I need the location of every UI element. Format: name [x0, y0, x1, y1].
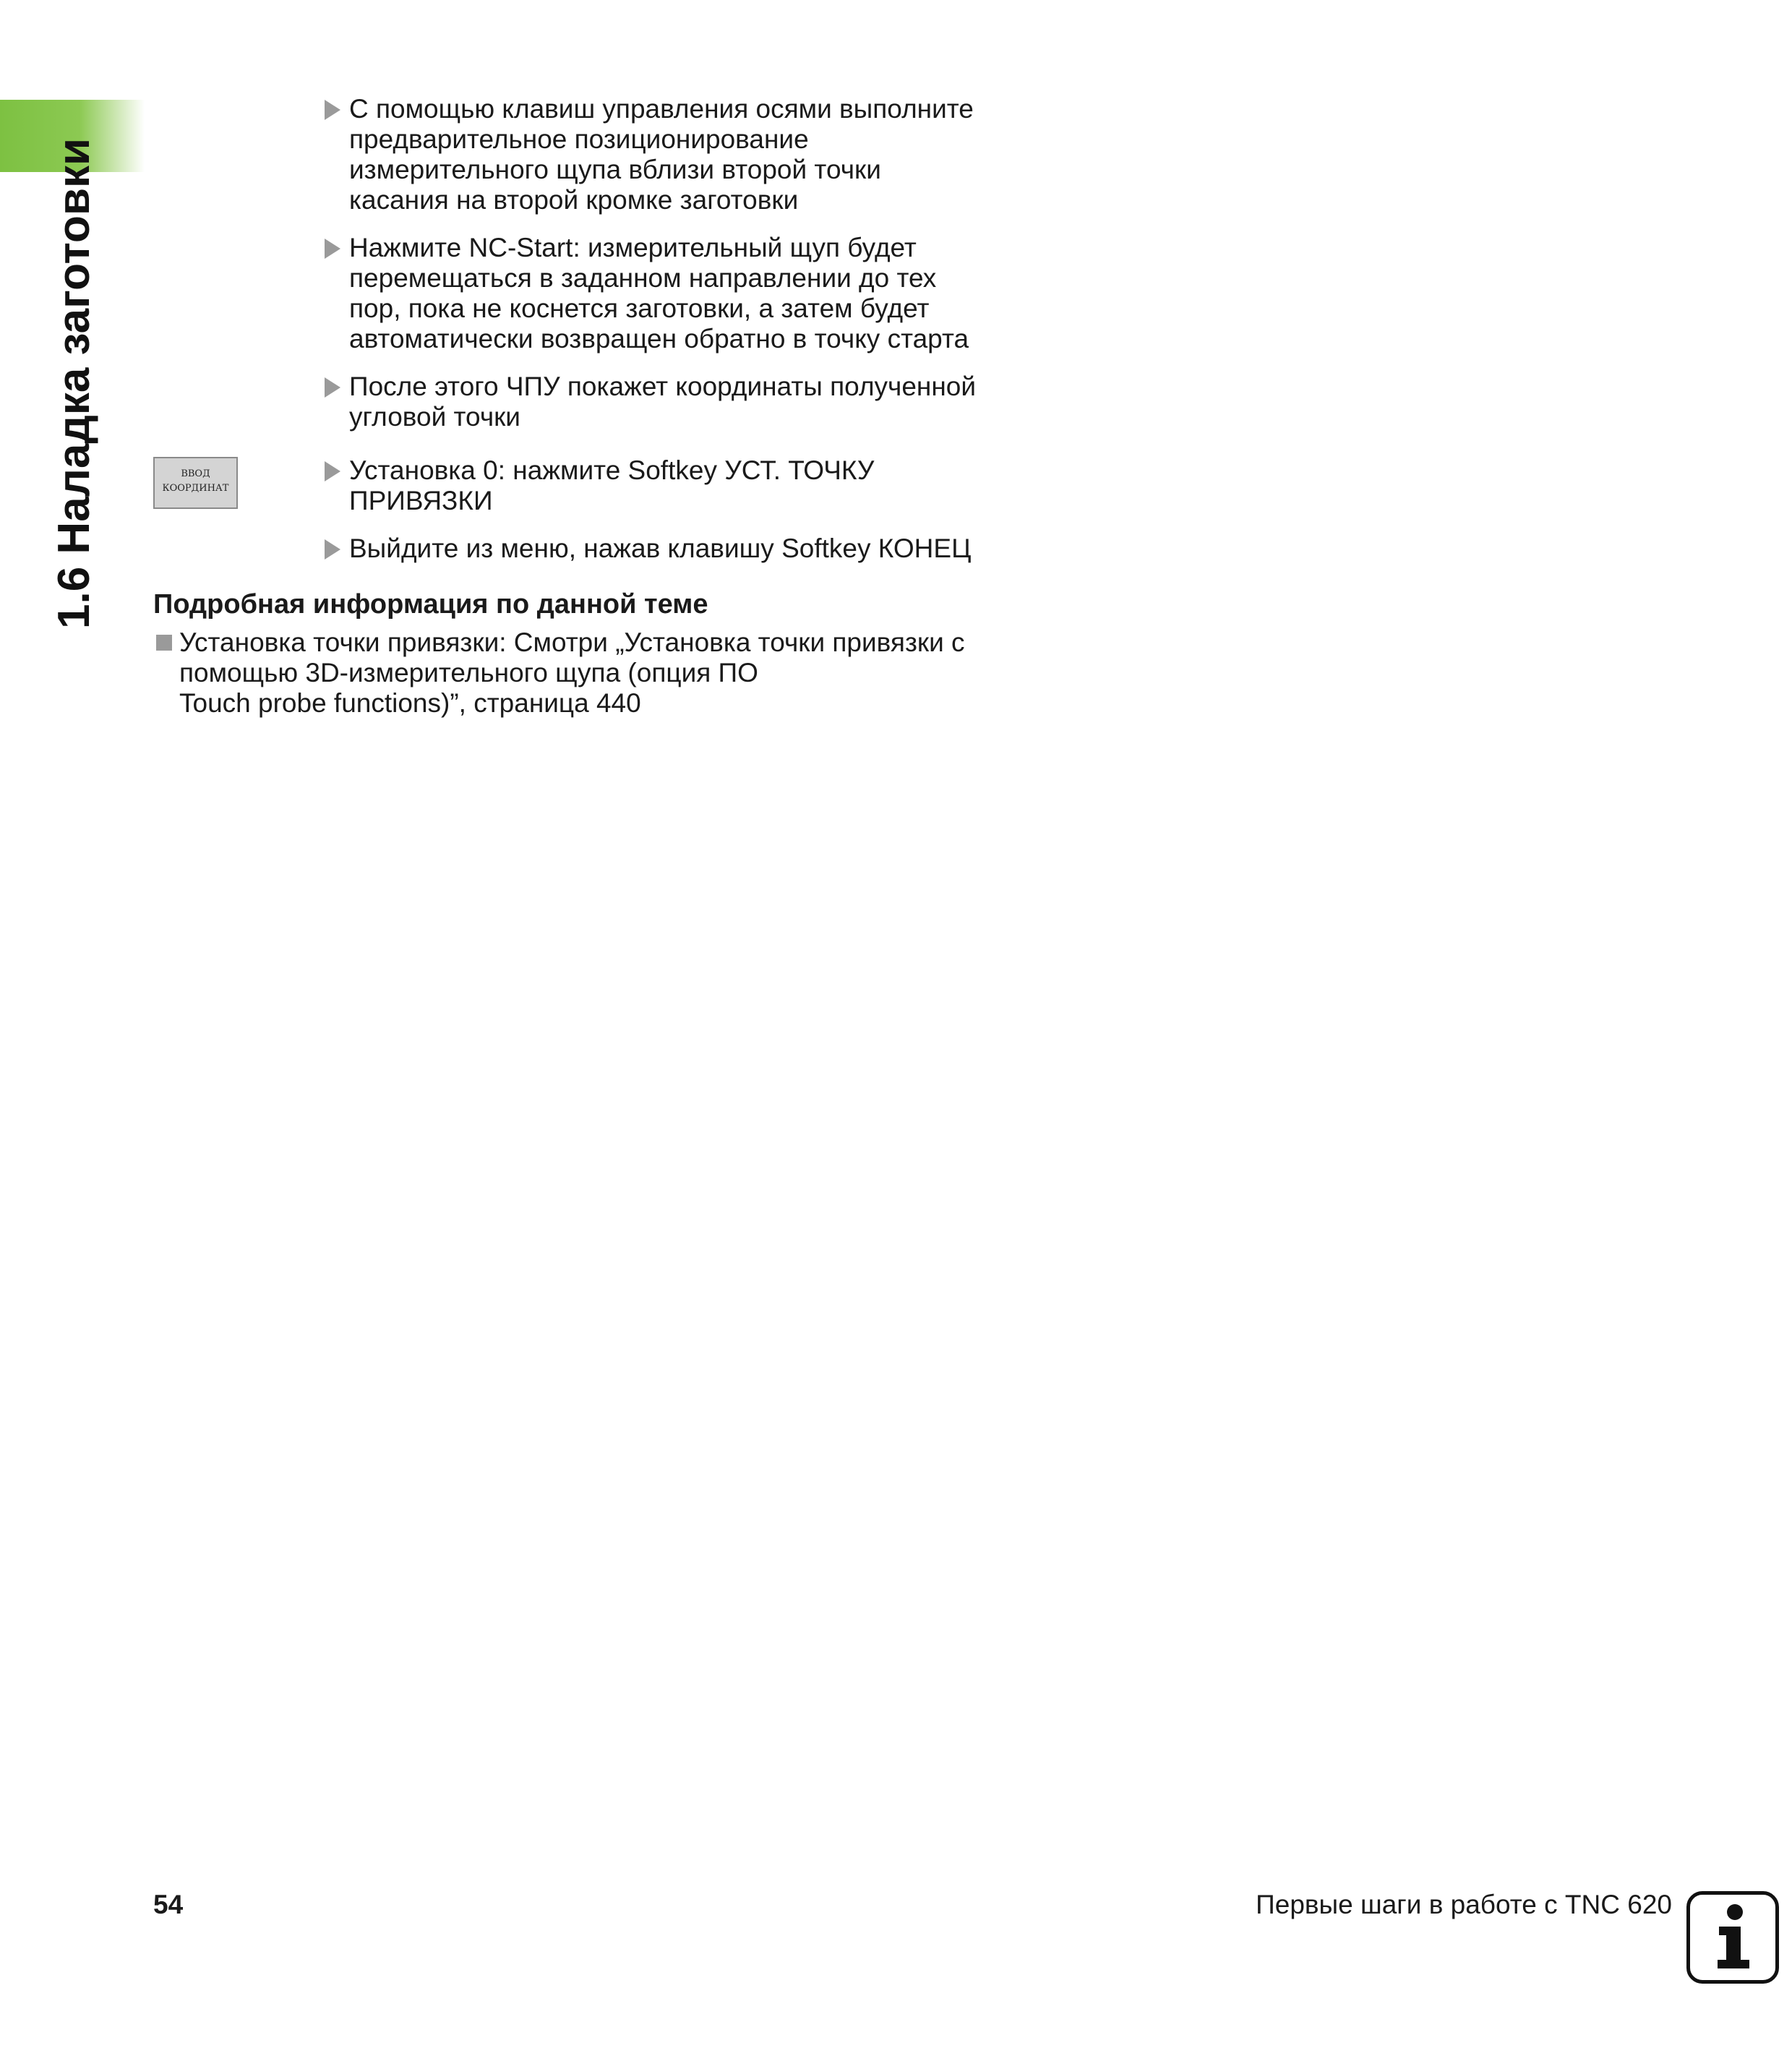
more-info-heading: Подробная информация по данной теме — [153, 589, 708, 620]
triangle-right-icon — [325, 461, 340, 481]
step-line: После этого ЧПУ покажет координаты полученной — [349, 372, 977, 401]
more-info-line: помощью 3D-измерительного щупа (опция ПО — [179, 658, 758, 687]
info-icon — [1686, 1891, 1779, 1984]
softkey-input-coordinates — [153, 457, 238, 509]
step-item — [322, 372, 1016, 432]
step-line: измерительного щупа вблизи второй точки — [349, 155, 881, 184]
step-line: автоматически возвращен обратно в точку старта — [349, 324, 969, 354]
page-number: 54 — [153, 1890, 184, 1919]
step-line: перемещаться в заданном направлении до тех — [349, 263, 937, 293]
step-item — [322, 94, 1016, 215]
triangle-right-icon — [325, 377, 340, 398]
triangle-right-icon — [325, 539, 340, 560]
more-info-line: Touch probe functions)”, страница 440 — [179, 688, 641, 718]
step-line: Установка 0: нажмите Softkey УСТ. ТОЧКУ — [349, 455, 875, 485]
step-line: касания на второй кромке заготовки — [349, 185, 799, 215]
step-item — [322, 233, 1016, 354]
footer-title: Первые шаги в работе с TNC 620 — [1256, 1890, 1672, 1919]
step-line: предварительное позиционирование — [349, 124, 809, 154]
more-info-item — [153, 627, 1047, 719]
step-line: Нажмите NC-Start: измерительный щуп будет — [349, 233, 917, 262]
more-info-line: Установка точки привязки: Смотри „Установка точки привязки с — [179, 627, 965, 657]
square-bullet-icon — [156, 635, 172, 651]
step-item — [322, 534, 1016, 564]
step-line: С помощью клавиш управления осями выполните — [349, 94, 974, 124]
triangle-right-icon — [325, 100, 340, 120]
step-line: Выйдите из меню, нажав клавишу Softkey КОНЕЦ — [349, 534, 972, 563]
triangle-right-icon — [325, 239, 340, 259]
chapter-side-title: 1.6 Наладка заготовки — [49, 137, 99, 629]
step-line: ПРИВЯЗКИ — [349, 486, 493, 515]
step-list — [322, 94, 1016, 581]
softkey-label-line1: ВВОД — [181, 468, 210, 479]
step-item — [322, 455, 1016, 516]
softkey-label-line2: КООРДИНАТ — [162, 483, 229, 494]
step-line: угловой точки — [349, 402, 520, 432]
step-line: пор, пока не коснется заготовки, а затем будет — [349, 294, 930, 323]
